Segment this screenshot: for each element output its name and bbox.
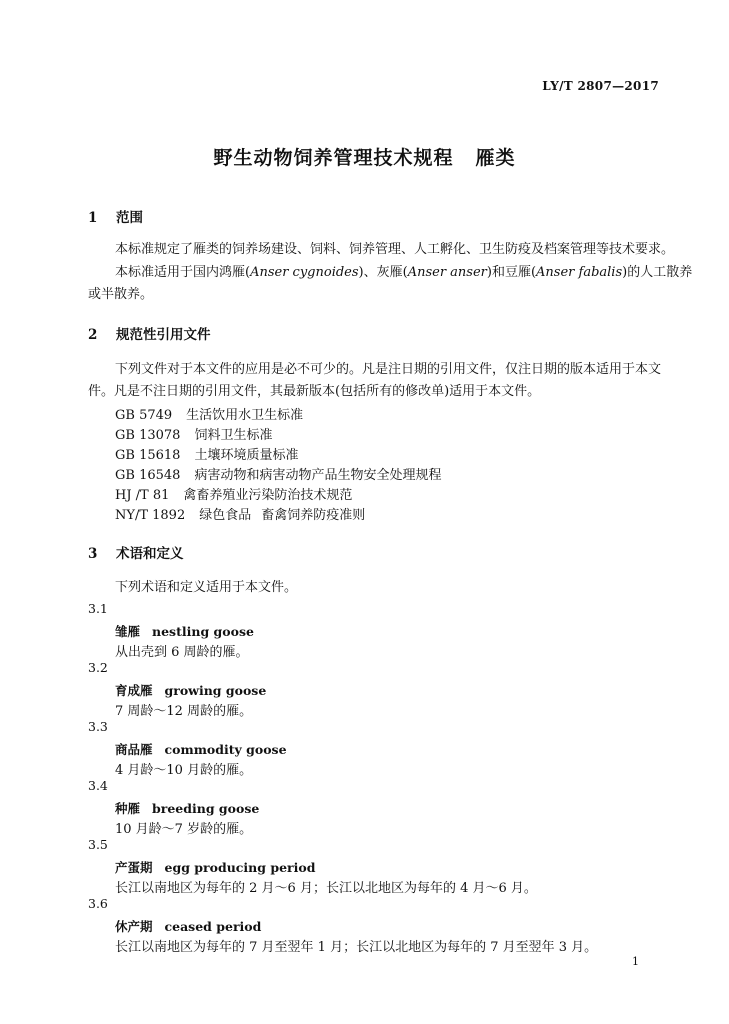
term-number: 3.1: [88, 601, 108, 616]
para-text: )和豆雁(: [486, 265, 537, 280]
document-title: [0, 143, 729, 170]
reference-title: 绿色食品: [199, 508, 252, 523]
term-zh: 休产期: [115, 919, 153, 934]
term-heading: [115, 858, 315, 876]
section-2-intro-line-2: 件。凡是不注日期的引用文件，其最新版本(包括所有的修改单)适用于本文件。: [88, 384, 541, 399]
reference-title: 土壤环境质量标准: [194, 448, 299, 463]
reference-item: [115, 484, 352, 503]
reference-code: GB 13078: [115, 428, 181, 443]
reference-code: NY/T 1892: [115, 508, 186, 523]
section-number: 1: [88, 210, 98, 226]
term-definition: 从出壳到 6 周龄的雁。: [115, 645, 249, 660]
species-name: Anser anser: [407, 265, 487, 280]
reference-title: 生活饮用水卫生标准: [186, 408, 304, 423]
reference-code: GB 5749: [115, 408, 173, 423]
term-zh: 产蛋期: [115, 860, 153, 875]
section-title: 范围: [116, 210, 143, 226]
term-heading: [115, 917, 261, 935]
term-number: 3.4: [88, 778, 108, 793]
term-number: 3.5: [88, 837, 108, 852]
section-title: 规范性引用文件: [116, 327, 211, 343]
reference-code: HJ /T 81: [115, 488, 170, 503]
title-main: 野生动物饲养管理技术规程: [213, 147, 454, 169]
reference-title: 病害动物和病害动物产品生物安全处理规程: [194, 468, 442, 483]
term-definition: 4 月龄～10 月龄的雁。: [115, 763, 253, 778]
term-definition: 7 周龄～12 周龄的雁。: [115, 704, 253, 719]
reference-code: GB 15618: [115, 448, 181, 463]
reference-item: [115, 404, 303, 423]
reference-item: [115, 464, 441, 483]
reference-item: [115, 424, 272, 443]
reference-item: [115, 504, 365, 523]
section-number: 3: [88, 546, 98, 562]
term-zh: 商品雁: [115, 742, 153, 757]
term-heading: [115, 681, 266, 699]
reference-item: [115, 444, 298, 463]
para-text: )的人工散养: [622, 265, 693, 280]
section-1-para-1: 本标准规定了雁类的饲养场建设、饲料、饲养管理、人工孵化、卫生防疫及档案管理等技术要求。: [115, 242, 675, 257]
term-zh: 种雁: [115, 801, 141, 816]
term-definition: 长江以南地区为每年的 2 月～6 月；长江以北地区为每年的 4 月～6 月。: [115, 881, 537, 896]
term-heading: [115, 740, 287, 758]
section-title: 术语和定义: [116, 546, 184, 562]
term-number: 3.2: [88, 660, 108, 675]
para-text: )、灰雁(: [358, 265, 408, 280]
reference-title: 饲料卫生标准: [194, 428, 273, 443]
standard-code: LY/T 2807—2017: [542, 79, 659, 93]
section-2-heading: [88, 323, 211, 343]
para-text: 本标准适用于国内鸿雁(: [115, 265, 251, 280]
section-1-heading: [88, 206, 143, 226]
reference-title: 禽畜养殖业污染防治技术规范: [183, 488, 353, 503]
term-heading: [115, 799, 259, 817]
term-number: 3.3: [88, 719, 108, 734]
term-zh: 育成雁: [115, 683, 153, 698]
term-en: egg producing period: [164, 860, 316, 875]
reference-title-2: 畜禽饲养防疫准则: [261, 508, 366, 523]
term-en: growing goose: [164, 683, 267, 698]
section-1-para-2-cont: 或半散养。: [88, 287, 154, 302]
term-en: ceased period: [164, 919, 262, 934]
species-name: Anser cygnoides: [250, 265, 359, 280]
reference-code: GB 16548: [115, 468, 181, 483]
section-3-intro: 下列术语和定义适用于本文件。: [115, 580, 298, 595]
term-en: breeding goose: [152, 801, 260, 816]
term-definition: 10 月龄～7 岁龄的雁。: [115, 822, 253, 837]
title-sub: 雁类: [475, 147, 516, 169]
term-definition: 长江以南地区为每年的 7 月至翌年 1 月；长江以北地区为每年的 7 月至翌年 3 月。: [115, 940, 598, 955]
term-en: nestling goose: [152, 624, 254, 639]
section-number: 2: [88, 327, 98, 343]
term-heading: [115, 622, 254, 640]
section-2-intro-line-1: 下列文件对于本文件的应用是必不可少的。凡是注日期的引用文件，仅注日期的版本适用于本文: [115, 362, 662, 377]
term-zh: 雏雁: [115, 624, 141, 639]
section-3-heading: [88, 542, 184, 562]
section-1-para-2: [115, 263, 692, 283]
term-en: commodity goose: [164, 742, 287, 757]
term-number: 3.6: [88, 896, 108, 911]
page-number: 1: [632, 955, 639, 968]
species-name: Anser fabalis: [536, 265, 623, 280]
